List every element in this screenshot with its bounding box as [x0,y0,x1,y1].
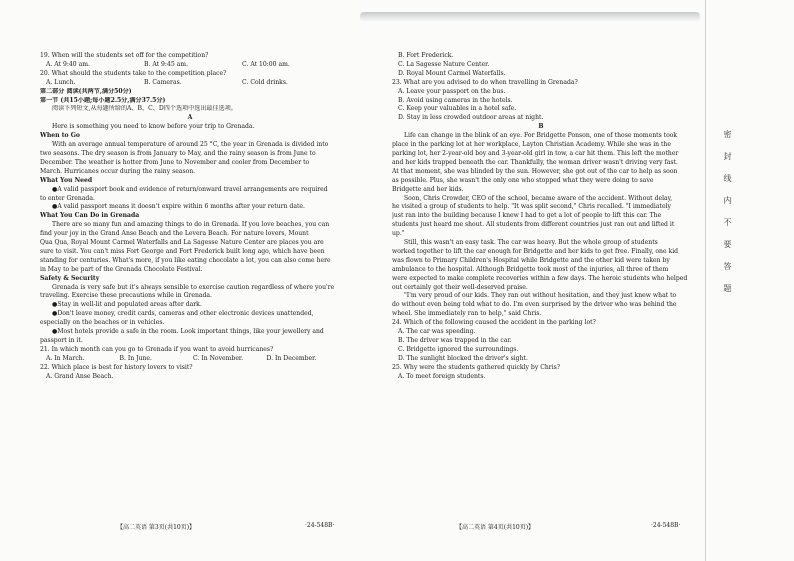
text-line: Life can change in the blink of an eye. For Bridgette Ponson, one of those moments took [404,132,678,140]
text-line: worked together to lift the car enough for Bridgette and her kids to get free. Finally, one kid [392,247,679,255]
text-line: wheel. She immediately ran to help," said Chris. [392,310,542,318]
footer-right-code: ·24-548B· [651,522,681,529]
text-line: "I'm very proud of our kids. They ran out without hesitation, and they just knew what to [404,292,677,300]
answer-option: D. The sunlight blocked the driver's sight. [398,354,528,362]
text-line: March. Hurricanes occur during the rainy season. [40,167,196,175]
option-row [40,355,340,364]
question-stem: 22. Which place is best for history lovers to visit? [40,363,193,371]
footer-left-code: ·24-548B· [305,522,335,529]
section-heading: When to Go [40,132,80,140]
answer-option: D. Royal Mount Carmel Waterfalls. [398,69,506,77]
text-line: place in the parking lot at her workplace, Layton Christian Academy. While she was in the [392,141,672,149]
text-line: ●Stay in well-lit and populated areas after dark. [52,301,202,309]
text-line: Qua Qua, Royal Mount Carmel Waterfalls and La Sagesse Nature Center are places you are [40,239,324,247]
question-stem: 19. When will the students set off for the competition? [40,52,209,59]
text-line: ●Don't leave money, credit cards, cameras and other electronic devices unattended, [52,310,314,318]
seal-line-notice: 密封线内不要答题 [723,130,732,306]
section-heading: Safety & Security [40,274,100,282]
text-line: as possible. Plus, she wasn't the only one who stopped what they were doing to save [392,176,654,184]
text-line: ambulance to the hospital. Although Bridgette took most of the injuries, all three of them [392,265,669,273]
answer-option: A. The car was speeding. [398,328,476,336]
passage-label: A [187,114,193,122]
answer-option: A. Leave your passport on the bus. [398,87,506,95]
answer-option: D. Stay in less crowded outdoor areas at night. [398,114,544,122]
answer-option: C. Keep your valuables in a hotel safe. [398,105,517,113]
text-line: in May to be part of the Grenada Chocolate Festival. [40,265,203,273]
option-row [40,61,340,70]
answer-option: A. Lunch. [46,78,76,86]
text-line: out certainly got their well-deserved praise. [392,283,528,291]
text-line: up." [392,230,405,238]
section-heading: What You Need [40,176,93,184]
text-line: Soon, Chris Crowder, CEO of the school, became aware of the accident. Without delay, [404,194,673,202]
section-heading: 第二部分 阅读(共两节,满分50分) [40,87,132,95]
text-line: he visited a group of students to help. "It was split second," Chris recalled. "I immediately [392,203,671,211]
answer-option: B. Fort Frederick. [398,52,454,59]
footer-right-page-label: 【高二英语 第4页(共10页)】 [456,524,535,531]
answer-option: A. At 9:40 am. [46,60,90,68]
text-line: students just heard me shout. All students from different countries just ran out and lifted it [392,221,675,229]
section-heading: What You Can Do in Grenada [40,212,140,220]
passage-label: B [538,123,544,131]
text-line: At that moment, she was blinded by the sun. However, she got out of the car to help as soon [392,167,678,175]
text-line: standing for centuries. What's more, if you like eating chocolate a lot, you can also come here [40,256,331,264]
text-line: Bridgette and her kids. [392,185,464,193]
question-stem: 20. What should the students take to the competition place? [40,69,227,77]
text-line: to enter Grenada. [40,194,95,202]
text-line: ●A valid passport book and evidence of return/onward travel arrangements are required [52,185,328,193]
answer-option: C. Bridgette ignored the surroundings. [398,345,519,353]
text-line: find your joy in the Grand Anse Beach and the Levera Beach. For nature lovers, Mount [40,230,309,238]
text-line: sure to visit. You can't miss Fort George and Fort Frederick built long ago, which have been [40,247,325,255]
left-page-column [40,52,340,382]
section-heading: 第一节 (共15小题;每小题2.5分,满分37.5分) [40,96,166,104]
text-line: do without even being told what to do. I'm even surprised by the driver who was behind the [392,301,677,309]
text-line: ●Most hotels provide a safe in the room. Look important things, like your jewellery and [52,328,324,336]
question-stem: 23. What are you advised to do when travelling in Grenada? [392,78,578,86]
answer-option: B. Cameras. [144,78,182,86]
answer-option: B. Avoid using cameras in the hotels. [398,96,513,104]
text-line: and her kids trapped beneath the car. Thankfully, the woman driver wasn't driving very fast. [392,158,678,166]
text-line: two seasons. The dry season is from January to May, and the rainy season is from June to [40,149,316,157]
text-line: Here is something you need to know before your trip to Grenada. [52,123,255,131]
binding-margin [705,0,794,561]
text-line: just ran into the building because I knew I had to get a lot of people to lift this car. The [392,212,662,220]
text-line: With an average annual temperature of around 25 °C, the year in Grenada is divided into [52,141,329,149]
answer-option: A. In March. [46,354,85,362]
answer-option: B. The driver was trapped in the car. [398,337,512,344]
answer-option: B. In June. [119,354,152,362]
question-stem: 21. In which month can you go to Grenada if you want to avoid hurricanes? [40,345,274,353]
right-page-column [392,52,690,382]
text-line: ●A valid passport means it doesn't expire within 6 months after your return date. [52,203,305,211]
answer-option: C. La Sagesse Nature Center. [398,60,490,68]
scan-shadow [360,12,700,22]
question-stem: 24. Which of the following caused the accident in the parking lot? [392,319,596,327]
answer-option: B. At 9:45 am. [144,60,189,68]
answer-option: C. Cold drinks. [242,78,288,86]
text-line: passport in it. [40,337,83,344]
text-line: were expected to make complete recoveries within a few days. The heroic students who helped [392,274,688,282]
text-line: Grenada is very safe but it's always sensible to exercise caution regardless of where you're [52,283,335,291]
text-line: traveling. Exercise these precautions while in Grenada. [40,292,212,300]
footer-left-page-label: 【高二英语 第3页(共10页)】 [117,524,196,531]
question-stem: 25. Why were the students gathered quickly by Chris? [392,363,561,371]
text-line: 阅读下列短文,从每题所给的A、B、C、D四个选项中选出最佳选项。 [52,105,237,113]
answer-option: D. In December. [266,354,317,362]
answer-option: A. To meet foreign students. [398,372,486,380]
text-line: was flown to Primary Children's Hospital while Bridgette and the other kid were taken by [392,256,670,264]
text-line: Still, this wasn't an easy task. The car was heavy. But the whole group of students [404,239,658,247]
option-row [40,79,340,88]
text-line: especially on the beaches or in vehicles. [40,319,165,327]
text-line: parking lot, her 2-year-old boy and 3-year-old girl in tow, a car hit them. This left the mother [392,149,679,157]
answer-option: C. In November. [193,354,244,362]
text-line: There are so many fun and amazing things to do in Grenada. If you love beaches, you can [52,221,330,229]
answer-option: C. At 10:00 am. [242,60,290,68]
text-line: December. The weather is hotter from June to November and cooler from December to [40,158,310,166]
answer-option: A. Grand Anse Beach. [46,372,114,380]
